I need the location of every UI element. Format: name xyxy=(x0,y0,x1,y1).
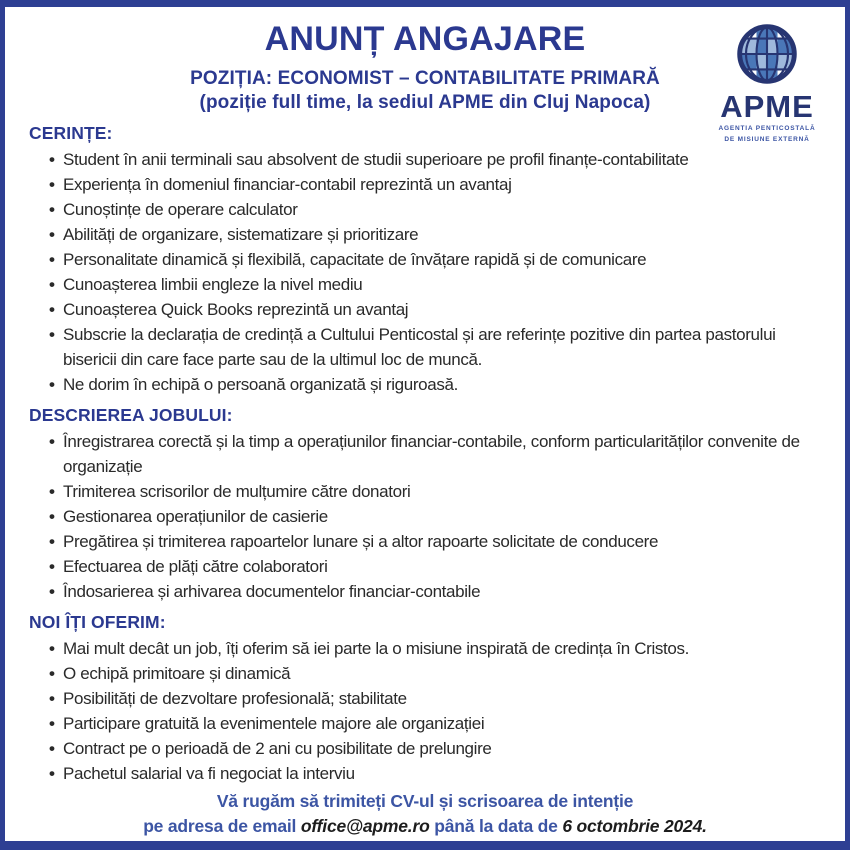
list-item: • Cunoștințe de operare calculator xyxy=(49,197,821,222)
list-item: • Personalitate dinamică și flexibilă, capacitate de învățare rapidă și de comunicare xyxy=(49,247,821,272)
position-subtitle: POZIȚIA: ECONOMIST – CONTABILITATE PRIMARĂ xyxy=(190,68,660,89)
section-noi-iti-oferim xyxy=(29,610,821,786)
footer-line1: Vă rugăm să trimiteți CV-ul și scrisoarea de intenție xyxy=(216,791,634,811)
section-cerinte xyxy=(29,121,821,397)
list-item: • Participare gratuită la evenimentele majore ale organizației xyxy=(49,711,821,736)
list-item: • Trimiterea scrisorilor de mulțumire către donatori xyxy=(49,479,821,504)
list-item: • Cunoașterea limbii engleze la nivel mediu xyxy=(49,272,821,297)
offer-list xyxy=(29,636,821,786)
requirements-list xyxy=(29,147,821,397)
job-description-list xyxy=(29,429,821,604)
globe-icon xyxy=(732,19,802,89)
list-item: • Experiența în domeniul financiar-contabil reprezintă un avantaj xyxy=(49,172,821,197)
footer-line2-mid: până la data de xyxy=(429,816,563,836)
list-item: • Cunoașterea Quick Books reprezintă un avantaj xyxy=(49,297,821,322)
footer-line2-prefix: pe adresa de email xyxy=(143,816,301,836)
deadline-date: 6 octombrie 2024. xyxy=(562,816,707,836)
apme-logo xyxy=(715,19,819,144)
list-item: • O echipă primitoare și dinamică xyxy=(49,661,821,686)
list-item: • Student în anii terminali sau absolvent de studii superioare pe profil finanțe-contabilitate xyxy=(49,147,821,172)
list-item: • Abilități de organizare, sistematizare și prioritizare xyxy=(49,222,821,247)
email-address: office@apme.ro xyxy=(300,816,430,836)
footer xyxy=(5,789,845,839)
section-heading: NOI ÎȚI OFERIM: xyxy=(29,612,166,632)
section-descrierea-jobului xyxy=(29,403,821,604)
content xyxy=(5,121,845,786)
logo-tagline-line2: DE MISIUNE EXTERNĂ xyxy=(724,136,810,143)
list-item: • Posibilități de dezvoltare profesională; stabilitate xyxy=(49,686,821,711)
section-heading: DESCRIEREA JOBULUI: xyxy=(29,405,233,425)
list-item: • Pachetul salarial va fi negociat la interviu xyxy=(49,761,821,786)
list-item: • Contract pe o perioadă de 2 ani cu posibilitate de prelungire xyxy=(49,736,821,761)
logo-wordmark: APME xyxy=(720,89,814,124)
list-item: • Gestionarea operațiunilor de casierie xyxy=(49,504,821,529)
logo-tagline-line1: AGENTIA PENTICOSTALĂ xyxy=(718,125,816,132)
list-item: • Ne dorim în echipă o persoană organizată și riguroasă. xyxy=(49,372,821,397)
list-item: • Îndosarierea și arhivarea documentelor financiar-contabile xyxy=(49,579,821,604)
page-title: ANUNȚ ANGAJARE xyxy=(264,20,586,58)
list-item: • Efectuarea de plăți către colaboratori xyxy=(49,554,821,579)
list-item: • Pregătirea și trimiterea rapoartelor lunare și a altor rapoarte solicitate de conducere xyxy=(49,529,821,554)
list-item: • Subscrie la declarația de credință a Cultului Penticostal și are referințe pozitive din partea pastorului bisericii din care face parte sau de la ultimul loc de muncă. xyxy=(49,322,821,372)
list-item: • Înregistrarea corectă și la timp a operațiunilor financiar-contabile, conform particularităților convenite de organizație xyxy=(49,429,821,479)
position-details: (poziție full time, la sediul APME din Cluj Napoca) xyxy=(199,92,651,113)
section-heading: CERINȚE: xyxy=(29,123,113,143)
list-item: • Mai mult decât un job, îți oferim să iei parte la o misiune inspirată de credința în Cristos. xyxy=(49,636,821,661)
footer-line2 xyxy=(5,814,845,839)
